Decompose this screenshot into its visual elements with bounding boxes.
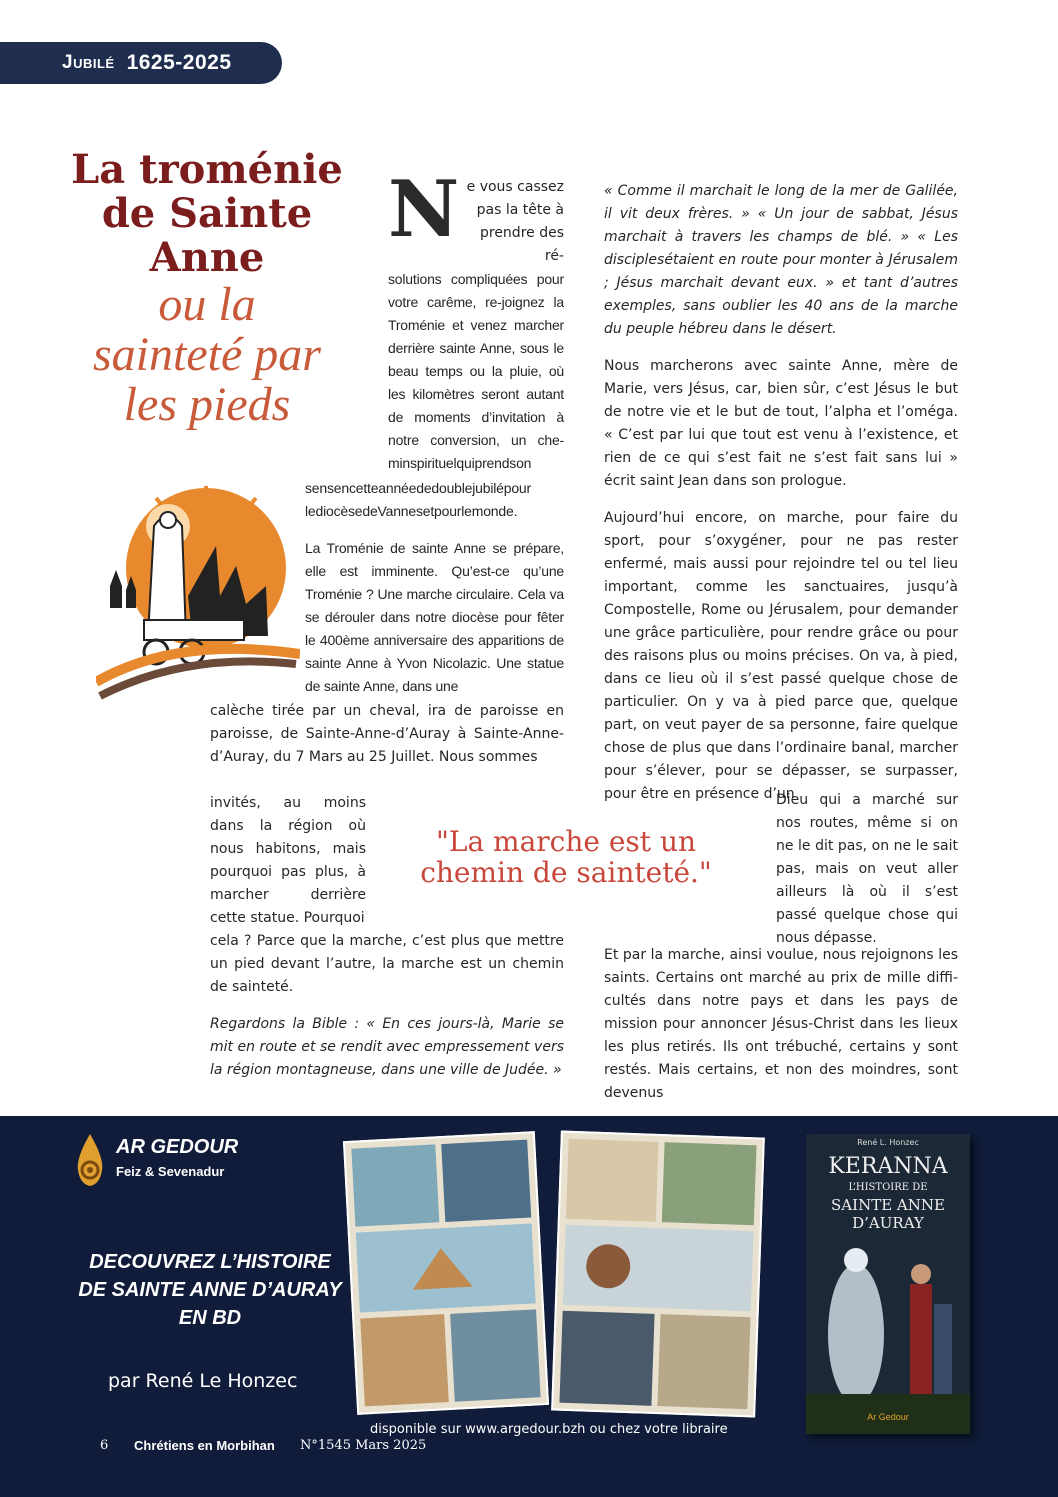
- book-publisher: Ar Gedour: [867, 1412, 909, 1422]
- ar-gedour-brand: [70, 1132, 239, 1192]
- paragraph: Regardons la Bible : « En ces jours-là, Marie se mit en route et se rendit avec empressement vers la région montagneuse, dans une ville de Judée. »: [210, 1016, 564, 1078]
- comic-page-image: [343, 1131, 549, 1415]
- paragraph: Dieu qui a marché sur nos routes, même si on ne le dit pas, on ne le sait pas, mais on veut aller ailleurs là où il s’est passé quelque chose qui nous dépasse.: [776, 792, 958, 946]
- article-column-2-top: [604, 180, 958, 806]
- issue-number: N°1545 Mars 2025: [300, 1438, 427, 1453]
- quote-line: chemin de sainteté.": [420, 856, 712, 889]
- paragraph: « Comme il marchait le long de la mer de Galilée, il vit deux frères. » « Un jour de sabbat, Jésus marchait à travers les champs de blé. » « Les disciplesétaient en route pour monter à Jérusalem ; Jésus marchait devant eux. » et tant d’autres exemples, sans oublier les 40 ans de la marche du peuple hébreu dans le désert.: [604, 183, 958, 337]
- section-tab: [0, 42, 282, 84]
- book-subtitle: SAINTE ANNE: [831, 1196, 945, 1214]
- paragraph: Nous marcherons avec sainte Anne, mère de Marie, vers Jésus, car, bien sûr, c’est Jésus le but de notre vie et le but de tout, l’alpha et l’oméga. « C’est par lui que tout est venu à l’existence, et rien de ce qui s’est fait ne s’est fait sans lui » écrit saint Jean dans son prologue.: [604, 358, 958, 489]
- ad-author: par René Le Honzec: [108, 1370, 298, 1392]
- paragraph: cela ? Parce que la marche, c’est plus que mettre un pied devant l’autre, la marche est un chemin de sainteté.: [210, 933, 564, 995]
- quote-line: "La marche est un: [435, 825, 697, 858]
- article-title: [50, 148, 364, 430]
- paragraph: solutions compliquées pour votre carême, re-joignez la Troménie et venez marcher derrière sainte Anne, sous le beau temps ou la pluie, où les kilomètres seront autant de moments d’invitation à notre conversion, un che-minspirituelquiprendson: [388, 271, 564, 471]
- article-column-1-wide: [210, 700, 564, 769]
- publication-name: Chrétiens en Morbihan: [134, 1438, 275, 1453]
- paragraph: Aujourd’hui encore, on marche, pour faire du sport, pour s’oxygéner, pour ne pas rester enfermé, mais aussi pour rejoindre tel ou tel lieu important, comme les sanctuaires, jusqu’à Compostelle, Rome ou Jérusalem, pour demander une grâce particulière, pour rendre grâce ou pour des raisons plus ou moins précises. On va, à pied, dans ce lieu où il s’est passé quelque chose de particulier. On y va à pied parce que, quelque part, on veut payer de sa personne, faire quelque chose de plus que dans l’ordinaire banal, marcher pour s’élever, pour se dépasser, se surpasser, pour être en présence d’un: [604, 510, 958, 802]
- drop-cap: N: [388, 164, 460, 255]
- text-line: e vous cassez: [466, 179, 564, 195]
- text-line: prendre des ré-: [479, 225, 564, 264]
- book-author: René L. Honzec: [857, 1138, 919, 1147]
- article-column-1-top: [388, 164, 564, 475]
- book-title: KERANNA: [828, 1154, 948, 1179]
- article-column-2-narrow: [776, 789, 958, 950]
- title-line: Anne: [149, 234, 265, 281]
- ad-headline: [60, 1248, 360, 1332]
- subtitle-line: ou la: [158, 278, 256, 331]
- paragraph: sensencetteannéededoublejubilépour lediocèsedeVannesetpourlemonde.: [305, 480, 531, 519]
- book-cover: [806, 1134, 970, 1434]
- article-column-1-narrow: [210, 792, 366, 930]
- paragraph: calèche tirée par un cheval, ira de paroisse en paroisse, de Sainte-Anne-d’Auray à Sainte-Anne-d’Auray, du 7 Mars au 25 Juillet. Nous sommes: [210, 703, 564, 765]
- headline-line: DE SAINTE ANNE D’AURAY: [78, 1279, 342, 1301]
- headline-line: EN BD: [178, 1307, 242, 1329]
- paragraph: Et par la marche, ainsi voulue, nous rejoignons les saints. Certains ont marché au prix de mille diffi-cultés dans notre pays et dans les pays de mission pour annoncer Jésus-Christ dans les lieux les plus retirés. Ils ont trébuché, certains y sont restés. Mais certains, et non des moindres, sont devenus: [604, 947, 958, 1101]
- paragraph: La Troménie de sainte Anne se prépare, elle est imminente. Qu’est-ce qu’une Troménie ? Une marche circulaire. Cela va se dérouler dans notre diocèse pour fêter le 400ème anniversaire des apparitions de sainte Anne à Yvon Nicolazic. Une statue de sainte Anne, dans une: [305, 540, 564, 694]
- jubilee-years: 1625-2025: [126, 51, 232, 74]
- comic-page-image: [551, 1131, 765, 1418]
- title-line: de Sainte: [101, 190, 313, 237]
- title-line: La troménie: [71, 146, 343, 193]
- page-number: 6: [100, 1438, 109, 1453]
- subtitle-line: sainteté par: [93, 328, 321, 381]
- article-column-1-mid: [305, 477, 564, 698]
- article-column-1-bottom: [210, 930, 564, 1096]
- availability-text: disponible sur www.argedour.bzh ou chez votre libraire: [370, 1422, 728, 1437]
- section-label: Jubilé: [62, 52, 115, 73]
- book-subtitle: L’HISTOIRE DE: [848, 1182, 928, 1193]
- brand-tagline: Feiz & Sevenadur: [116, 1164, 225, 1179]
- flame-logo-icon: [70, 1132, 110, 1188]
- text-line: pas la tête à: [476, 202, 564, 218]
- headline-line: DECOUVREZ L’HISTOIRE: [89, 1251, 331, 1273]
- tromenie-logo: [96, 486, 300, 700]
- paragraph: invités, au moins dans la région où nous habitons, mais pourquoi pas plus, à marcher derrière cette statue. Pourquoi: [210, 795, 366, 926]
- brand-name: AR GEDOUR: [116, 1136, 239, 1158]
- book-subtitle: D’AURAY: [852, 1214, 924, 1232]
- pull-quote: [398, 826, 734, 888]
- subtitle-line: les pieds: [123, 378, 291, 431]
- article-column-2-bottom: [604, 944, 958, 1119]
